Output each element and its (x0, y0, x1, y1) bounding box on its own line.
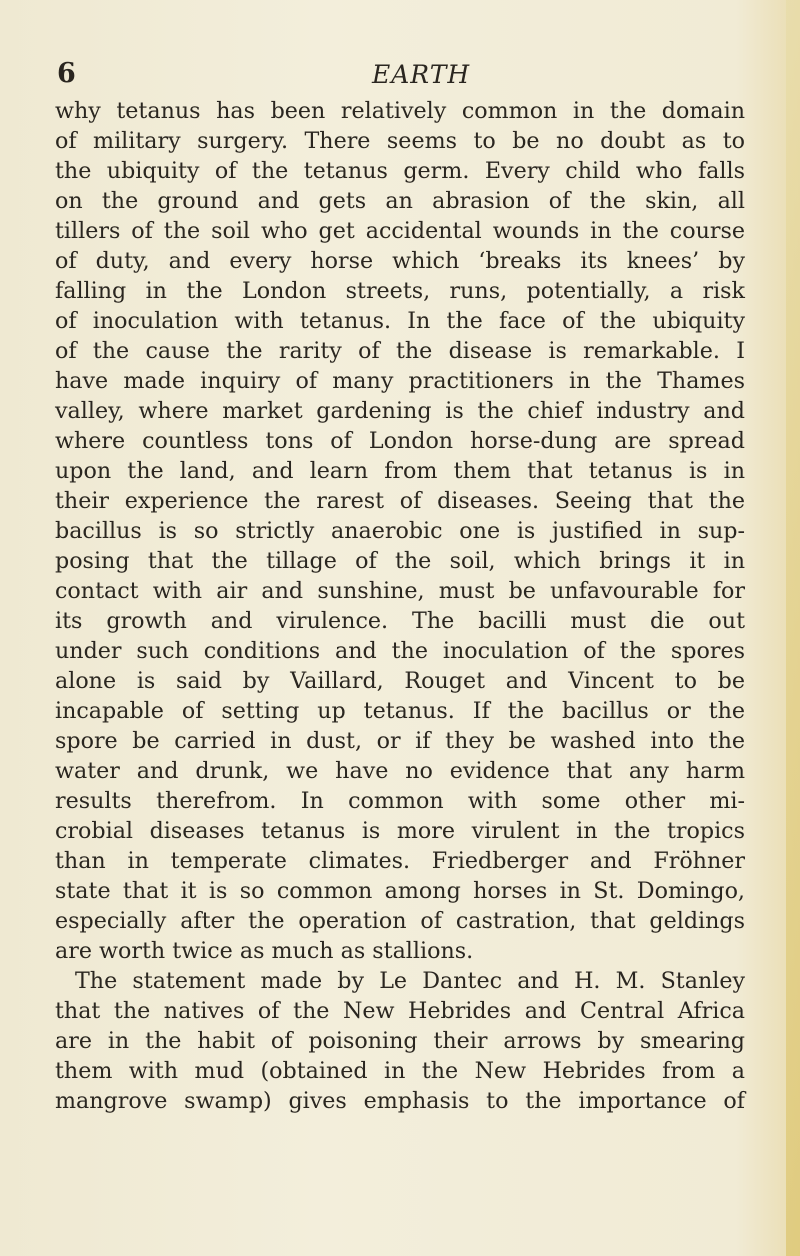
text-line: of the cause the rarity of the disease is remarkable. I (55, 338, 745, 364)
text-line: are in the habit of poisoning their arrows by smearing (55, 1028, 745, 1054)
text-line: have made inquiry of many practitioners in the Thames (55, 368, 745, 394)
text-line: where countless tons of London horse-dung are spread (55, 428, 745, 454)
text-line: mangrove swamp) gives emphasis to the importance of (55, 1088, 745, 1114)
text-line: bacillus is so strictly anaerobic one is justified in sup- (55, 518, 745, 544)
body-text (55, 96, 745, 1116)
text-line: posing that the tillage of the soil, which brings it in (55, 548, 745, 574)
text-line: spore be carried in dust, or if they be washed into the (55, 728, 745, 754)
text-line: under such conditions and the inoculation of the spores (55, 638, 745, 664)
text-line: on the ground and gets an abrasion of the skin, all (55, 188, 745, 214)
running-head: EARTH (372, 60, 471, 89)
page-header (0, 58, 800, 94)
text-line: The statement made by Le Dantec and H. M. Stanley (75, 968, 745, 994)
text-line: of military surgery. There seems to be no doubt as to (55, 128, 745, 154)
text-line: them with mud (obtained in the New Hebrides from a (55, 1058, 745, 1084)
text-line: alone is said by Vaillard, Rouget and Vincent to be (55, 668, 745, 694)
page-edge-stain (786, 0, 800, 1256)
text-line: its growth and virulence. The bacilli must die out (55, 608, 745, 634)
text-line: the ubiquity of the tetanus germ. Every child who falls (55, 158, 745, 184)
text-line: that the natives of the New Hebrides and Central Africa (55, 998, 745, 1024)
text-line: crobial diseases tetanus is more virulent in the tropics (55, 818, 745, 844)
text-line: state that it is so common among horses in St. Domingo, (55, 878, 745, 904)
text-line: falling in the London streets, runs, potentially, a risk (55, 278, 745, 304)
text-line: especially after the operation of castration, that geldings (55, 908, 745, 934)
page-number: 6 (57, 58, 76, 89)
text-line: water and drunk, we have no evidence that any harm (55, 758, 745, 784)
text-line: valley, where market gardening is the chief industry and (55, 398, 745, 424)
text-line: results therefrom. In common with some other mi- (55, 788, 745, 814)
text-line: tillers of the soil who get accidental wounds in the course (55, 218, 745, 244)
text-line: of duty, and every horse which ‘breaks its knees’ by (55, 248, 745, 274)
text-line: incapable of setting up tetanus. If the bacillus or the (55, 698, 745, 724)
text-line: contact with air and sunshine, must be unfavourable for (55, 578, 745, 604)
text-line: why tetanus has been relatively common in the domain (55, 98, 745, 124)
text-line: than in temperate climates. Friedberger and Fröhner (55, 848, 745, 874)
text-line: of inoculation with tetanus. In the face of the ubiquity (55, 308, 745, 334)
text-line: are worth twice as much as stallions. (55, 938, 474, 964)
text-line: their experience the rarest of diseases. Seeing that the (55, 488, 745, 514)
text-line: upon the land, and learn from them that tetanus is in (55, 458, 745, 484)
